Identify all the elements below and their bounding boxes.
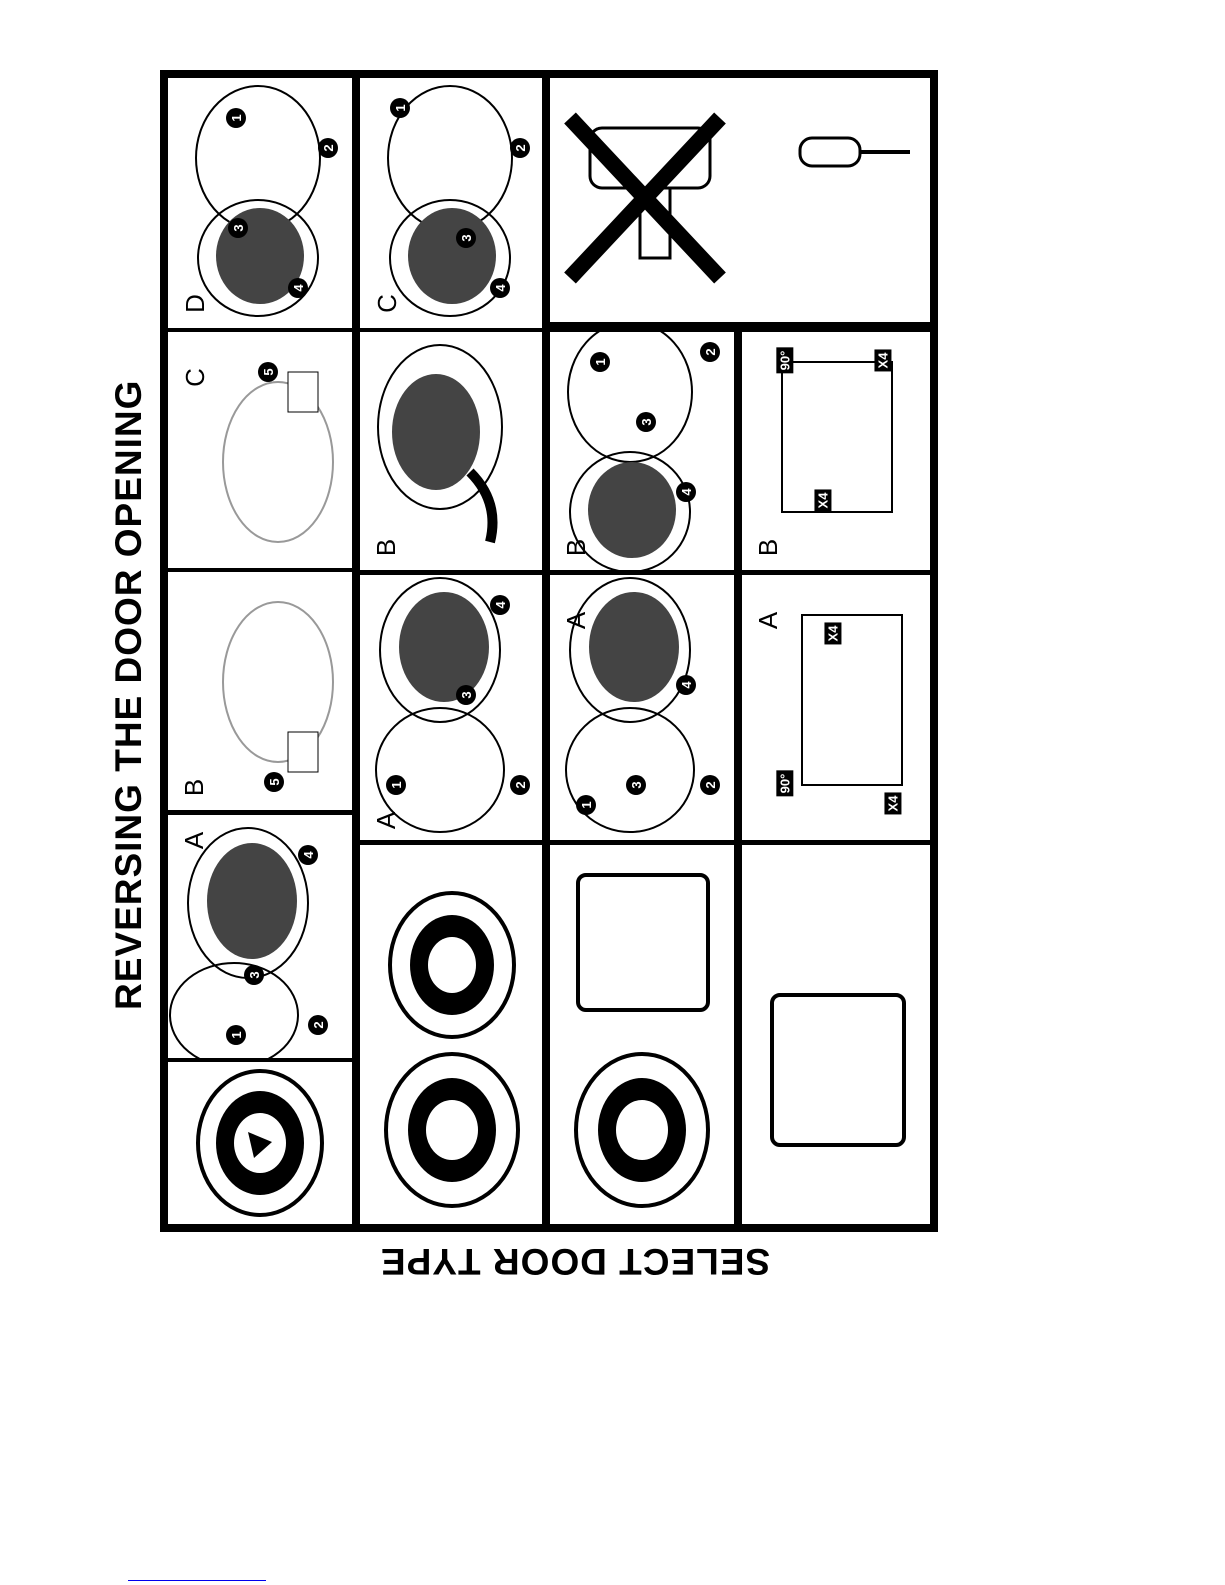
count-badge: X4 (824, 623, 841, 645)
row3-step-b (550, 332, 734, 570)
step-letter: A (179, 831, 210, 850)
step-number: 1 (226, 1025, 246, 1045)
step-number: 1 (386, 775, 406, 795)
step-number: 2 (700, 342, 720, 362)
angle-badge: 90° (776, 771, 793, 797)
door-type-4-panel[interactable] (742, 845, 930, 1224)
count-badge: X4 (814, 490, 831, 512)
row4-step-b (742, 332, 930, 570)
select-door-type-label: SELECT DOOR TYPE (380, 1241, 771, 1282)
step-number: 3 (228, 218, 248, 238)
step-number: 1 (226, 108, 246, 128)
step-letter: A (753, 611, 784, 630)
round-and-square-door-icon (550, 845, 734, 1224)
door-type-3-panel[interactable] (550, 845, 734, 1224)
tools-panel (550, 78, 930, 322)
step-letter: D (179, 294, 210, 313)
step-number: 4 (288, 278, 308, 298)
step-letter: A (371, 811, 402, 830)
step-number: 4 (298, 845, 318, 865)
row1-step-b (168, 572, 352, 810)
step-number: 3 (636, 412, 656, 432)
step-number: 5 (258, 362, 278, 382)
step-number: 3 (244, 965, 264, 985)
step-number: 4 (490, 278, 510, 298)
drill-crossed-out-icon (570, 118, 720, 278)
row2-step-c (360, 78, 542, 328)
step-number: 2 (318, 138, 338, 158)
step-number: 1 (576, 795, 596, 815)
step-letter: B (561, 538, 592, 557)
step-letter: B (179, 778, 210, 797)
step-number: 1 (390, 98, 410, 118)
step-number: 5 (264, 772, 284, 792)
row1-step-a (168, 815, 352, 1058)
step-number: 2 (308, 1015, 328, 1035)
row2-step-b (360, 332, 542, 570)
angle-badge: 90° (776, 348, 793, 374)
step-number: 2 (510, 775, 530, 795)
row2-step-a (360, 575, 542, 840)
step-number: 3 (456, 685, 476, 705)
square-door-icon (742, 845, 930, 1224)
step-letter: A (561, 611, 592, 630)
step-number: 4 (676, 675, 696, 695)
round-door-icon (360, 845, 542, 1224)
step-number: 3 (626, 775, 646, 795)
step-number: 3 (456, 228, 476, 248)
step-number: 1 (590, 352, 610, 372)
door-type-2-panel[interactable] (360, 845, 542, 1224)
step-number: 4 (490, 595, 510, 615)
count-badge: X4 (874, 350, 891, 372)
step-number: 2 (700, 775, 720, 795)
step-letter: B (753, 538, 784, 557)
row1-step-c (168, 332, 352, 568)
row4-step-a (742, 575, 930, 840)
step-letter: C (371, 294, 402, 313)
link-underline (128, 1580, 266, 1581)
row1-step-d (168, 78, 352, 328)
screwdriver-icon (800, 138, 910, 166)
step-number: 4 (676, 482, 696, 502)
door-type-1-panel[interactable] (168, 1062, 352, 1224)
round-door-icon (168, 1062, 352, 1224)
step-number: 2 (510, 138, 530, 158)
instruction-grid (160, 70, 938, 1232)
count-badge: X4 (884, 793, 901, 815)
row3-step-a (550, 575, 734, 840)
step-letter: C (179, 368, 210, 387)
page-title: REVERSING THE DOOR OPENING (108, 379, 149, 1010)
step-letter: B (371, 538, 402, 557)
